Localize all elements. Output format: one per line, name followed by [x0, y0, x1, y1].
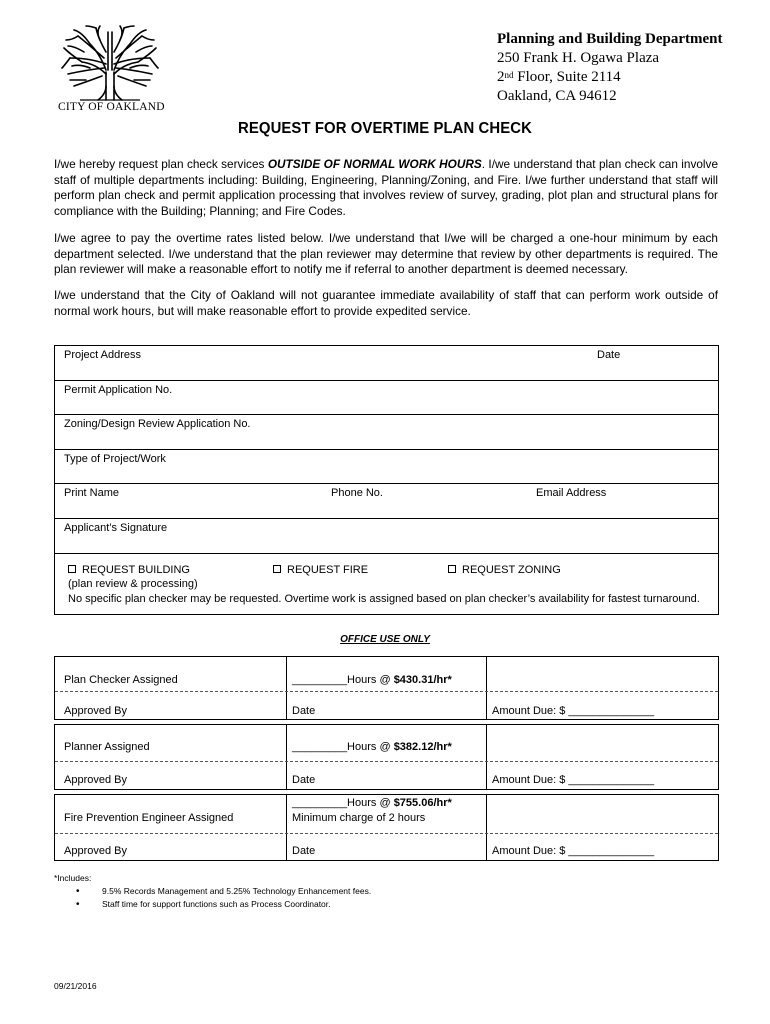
includes-label: *Includes:	[54, 873, 92, 883]
plan-checker-section	[54, 656, 719, 720]
fire-engineer-rate: $755.06/hr*	[393, 797, 452, 809]
date-label: Date	[292, 845, 316, 857]
planner-rate: $382.12/hr*	[393, 741, 452, 753]
request-fire-label: REQUEST FIRE	[287, 564, 369, 576]
page-title: REQUEST FOR OVERTIME PLAN CHECK	[238, 120, 532, 137]
request-fire-checkbox[interactable]	[273, 565, 281, 573]
request-zoning-option[interactable]	[448, 564, 561, 576]
column-divider	[286, 795, 287, 860]
amount-due-label: Amount Due: $ ______________	[492, 774, 655, 786]
approved-by-label: Approved By	[64, 845, 127, 857]
column-divider	[486, 795, 487, 860]
row-divider	[55, 761, 718, 762]
address-line-1: 250 Frank H. Ogawa Plaza	[497, 50, 660, 66]
paragraph-2: I/we agree to pay the overtime rates listed below. I/we understand that I/we will be charged a one-hour minimum by each department selected. I/we understand that the plan reviewer may determine that review by other departments is required. The plan reviewer will make a reasonable effort to notify me if referral to another department is deemed necessary.	[54, 231, 718, 276]
address-line-3: Oakland, CA 94612	[497, 88, 617, 104]
row-divider	[55, 691, 718, 692]
date-label: Date	[597, 349, 621, 361]
approved-by-label: Approved By	[64, 774, 127, 786]
floor-number: 2	[497, 69, 505, 85]
request-building-checkbox[interactable]	[68, 565, 76, 573]
zoning-application-field[interactable]	[55, 415, 718, 450]
fire-engineer-assigned-label: Fire Prevention Engineer Assigned	[64, 812, 234, 824]
floor-suffix: nd	[504, 70, 514, 80]
column-divider	[286, 725, 287, 789]
list-item: • 9.5% Records Management and 5.25% Technology Enhancement fees.	[76, 885, 371, 898]
column-divider	[486, 657, 487, 719]
paragraph-1-emphasis: OUTSIDE OF NORMAL WORK HOURS	[267, 157, 482, 171]
permit-application-label: Permit Application No.	[64, 384, 173, 396]
planner-hours[interactable]	[292, 741, 452, 753]
fire-engineer-section	[54, 794, 719, 861]
plan-checker-assigned-label: Plan Checker Assigned	[64, 674, 178, 686]
request-building-label: REQUEST BUILDING	[82, 564, 190, 576]
address-line-2	[497, 68, 722, 87]
signature-field[interactable]	[55, 519, 718, 554]
plan-checker-hours[interactable]	[292, 674, 452, 686]
hours-prefix: _________Hours @	[292, 674, 394, 686]
column-divider	[486, 725, 487, 789]
project-address-field[interactable]	[55, 346, 718, 381]
phone-label: Phone No.	[331, 487, 383, 499]
amount-due-label: Amount Due: $ ______________	[492, 845, 655, 857]
assignment-note: No specific plan checker may be requested. Overtime work is assigned based on plan checker’s availability for fastest turnaround.	[68, 593, 700, 605]
plan-checker-rate: $430.31/hr*	[393, 674, 452, 686]
permit-application-field[interactable]	[55, 381, 718, 415]
hours-prefix: _________Hours @	[292, 797, 394, 809]
email-label: Email Address	[536, 487, 607, 499]
request-zoning-checkbox[interactable]	[448, 565, 456, 573]
paragraph-3: I/we understand that the City of Oakland will not guarantee immediate availability of staff that can perform work outside of normal work hours, but will make reasonable effort to provide expedited service.	[54, 288, 718, 318]
applicant-form	[54, 345, 719, 615]
paragraph-1	[54, 157, 718, 219]
amount-due-label: Amount Due: $ ______________	[492, 705, 655, 717]
project-address-label: Project Address	[64, 349, 142, 361]
paragraph-1-end: . I/we understand that plan check can involve staff of multiple departments including: Building, Engineering, Planning/Zoning, and Fire. I/we further understand that staff will perform plan check and permit application processing that involves review of survey, grading, plot plan and structural plans for compliance with the Building; Planning; and Fire Codes.	[54, 157, 719, 218]
signature-label: Applicant’s Signature	[64, 522, 168, 534]
date-label: Date	[292, 774, 316, 786]
department-header	[497, 30, 722, 106]
office-use-heading: OFFICE USE ONLY	[340, 634, 430, 645]
project-type-field[interactable]	[55, 450, 718, 484]
city-of-oakland-logo	[52, 24, 168, 120]
project-type-label: Type of Project/Work	[64, 453, 166, 465]
column-divider	[286, 657, 287, 719]
approved-by-label: Approved By	[64, 705, 127, 717]
request-zoning-label: REQUEST ZONING	[462, 564, 561, 576]
request-options	[55, 552, 718, 614]
logo-text: CITY OF OAKLAND	[58, 101, 165, 113]
request-building-sub: (plan review & processing)	[68, 578, 198, 590]
zoning-application-label: Zoning/Design Review Application No.	[64, 418, 251, 430]
floor-rest: Floor, Suite 2114	[513, 69, 621, 85]
request-fire-option[interactable]	[273, 564, 368, 576]
hours-prefix: _________Hours @	[292, 741, 394, 753]
fire-engineer-hours[interactable]	[292, 797, 452, 809]
date-label: Date	[292, 705, 316, 717]
planner-section	[54, 724, 719, 790]
paragraph-1-start: I/we hereby request plan check services	[54, 157, 268, 171]
form-revision-date: 09/21/2016	[54, 981, 97, 991]
row-divider	[55, 833, 718, 834]
planner-assigned-label: Planner Assigned	[64, 741, 150, 753]
contact-row[interactable]	[55, 484, 718, 519]
department-name: Planning and Building Department	[497, 31, 723, 47]
includes-list	[76, 885, 371, 911]
print-name-label: Print Name	[64, 487, 120, 499]
list-item: • Staff time for support functions such as Process Coordinator.	[76, 898, 371, 911]
minimum-charge-label: Minimum charge of 2 hours	[292, 812, 426, 824]
oak-tree-icon	[60, 24, 160, 102]
includes-footnote	[54, 872, 371, 911]
request-building-option[interactable]	[68, 564, 190, 576]
